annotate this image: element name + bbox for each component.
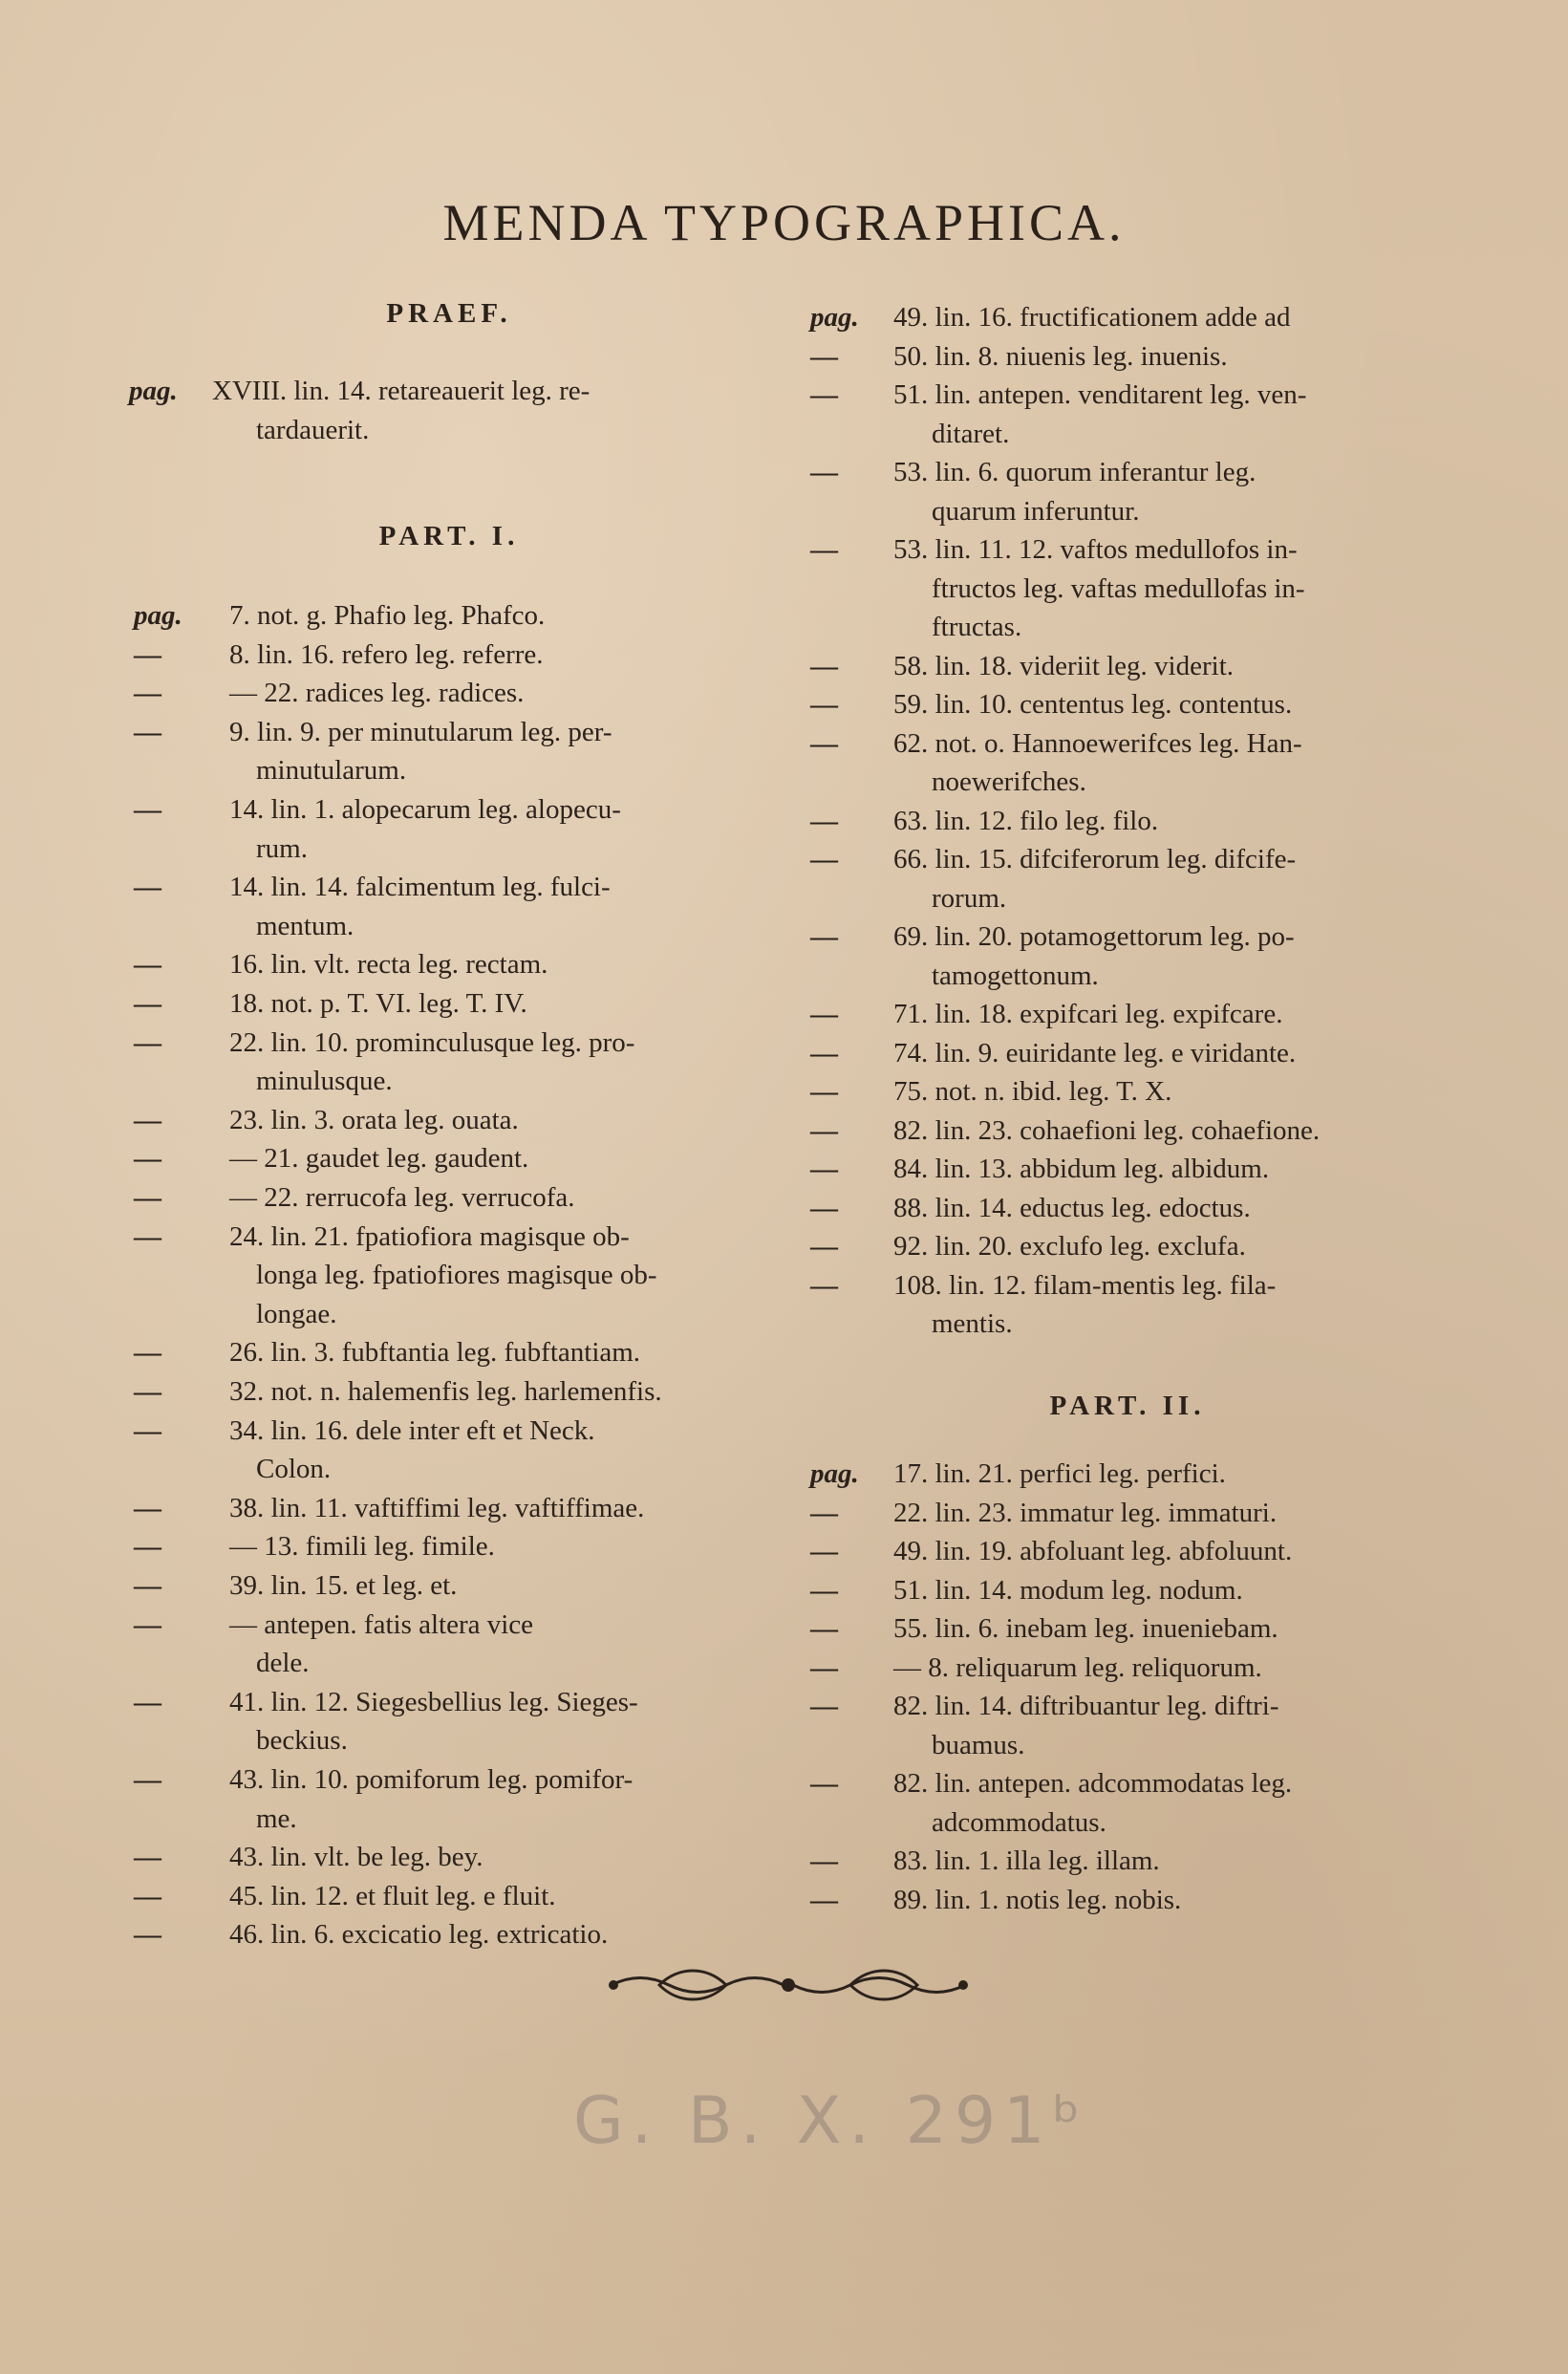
entry-lead: —: [134, 794, 161, 825]
entry-lead: —: [134, 949, 161, 981]
erratum-line: 71. lin. 18. expifcari leg. expifcare.: [893, 999, 1283, 1029]
erratum-line: rorum.: [932, 882, 1007, 914]
erratum-line: me.: [256, 1802, 297, 1834]
erratum-line: — antepen. fatis altera vice: [229, 1608, 534, 1640]
erratum-line: 7. not. g. Phafio leg. Phafco.: [229, 600, 546, 631]
erratum-line: noewerifches.: [932, 766, 1086, 797]
erratum-line: 18. not. p. T. VI. leg. T. IV.: [229, 988, 527, 1019]
erratum-line: 39. lin. 15. et leg. et.: [229, 1570, 458, 1601]
erratum-line: quarum inferuntur.: [932, 495, 1140, 527]
entry-lead: —: [134, 1608, 161, 1640]
entry-lead: —: [810, 1192, 838, 1223]
page-title: MENDA TYPOGRAPHICA.: [442, 194, 1126, 251]
erratum-line: 22. lin. 10. prominculusque leg. pro-: [229, 1026, 635, 1058]
entry-lead: —: [810, 999, 838, 1029]
section-heading-praef: PRAEF.: [386, 298, 512, 329]
entry-lead: —: [810, 1114, 838, 1146]
entry-lead: —: [810, 1231, 838, 1262]
erratum-line: 16. lin. vlt. recta leg. rectam.: [229, 949, 548, 981]
erratum-line: 14. lin. 1. alopecarum leg. alopecu-: [229, 794, 621, 825]
erratum-line: 23. lin. 3. orata leg. ouata.: [229, 1104, 519, 1135]
erratum-line: — 13. fimili leg. fimile.: [229, 1531, 495, 1563]
erratum-line: 69. lin. 20. potamogettorum leg. po-: [893, 921, 1295, 952]
erratum-line: 46. lin. 6. excicatio leg. extricatio.: [229, 1919, 609, 1951]
erratum-line: minutularum.: [256, 755, 407, 787]
erratum-line: XVIII. lin. 14. retareauerit leg. re-: [212, 376, 591, 406]
entry-lead: —: [810, 1536, 838, 1566]
erratum-line: 17. lin. 21. perfici leg. perfici.: [893, 1458, 1226, 1489]
entry-lead: —: [134, 678, 161, 709]
entry-lead: —: [810, 379, 838, 410]
entry-lead: —: [810, 1768, 838, 1799]
erratum-line: 50. lin. 8. niuenis leg. inuenis.: [893, 340, 1228, 372]
erratum-line: longa leg. fpatiofiores magisque ob-: [256, 1260, 657, 1291]
entry-lead: —: [134, 1764, 161, 1795]
erratum-line: 43. lin. 10. pomiforum leg. pomifor-: [229, 1764, 634, 1795]
entry-lead: —: [810, 1574, 838, 1606]
erratum-line: dele.: [256, 1648, 310, 1679]
entry-lead: —: [810, 1076, 838, 1107]
erratum-line: buamus.: [932, 1729, 1025, 1760]
shelfmark-stamp: G. B. X. 291ᵇ: [573, 2083, 1088, 2159]
erratum-line: ftructas.: [932, 612, 1022, 642]
erratum-line: 41. lin. 12. Siegesbellius leg. Sieges-: [229, 1686, 638, 1717]
entry-lead: —: [810, 340, 838, 372]
erratum-line: 83. lin. 1. illa leg. illam.: [893, 1845, 1160, 1876]
entry-lead: —: [134, 1842, 161, 1873]
entry-lead: —: [810, 457, 838, 487]
erratum-line: 74. lin. 9. euiridante leg. e viridante.: [893, 1037, 1297, 1068]
erratum-line: tamogettonum.: [932, 960, 1099, 991]
entry-lead: —: [134, 1880, 161, 1911]
erratum-line: — 8. reliquarum leg. reliquorum.: [893, 1651, 1262, 1683]
erratum-line: 84. lin. 13. abbidum leg. albidum.: [893, 1154, 1270, 1184]
erratum-line: 66. lin. 15. difciferorum leg. difcife-: [893, 844, 1297, 874]
erratum-line: mentum.: [256, 910, 354, 941]
entry-lead: —: [134, 716, 161, 747]
erratum-line: tardauerit.: [256, 415, 370, 445]
entry-lead: —: [134, 1492, 161, 1523]
erratum-line: 58. lin. 18. videriit leg. viderit.: [893, 650, 1235, 681]
erratum-line: 82. lin. 23. cohaefioni leg. cohaefione.: [893, 1114, 1321, 1146]
entry-lead: —: [134, 1220, 161, 1252]
entry-lead: —: [134, 1337, 161, 1369]
erratum-line: adcommodatus.: [932, 1806, 1106, 1838]
erratum-line: — 22. rerrucofa leg. verrucofa.: [229, 1182, 575, 1213]
entry-lead: —: [134, 988, 161, 1019]
erratum-line: 82. lin. 14. diftribuantur leg. diftri-: [893, 1691, 1279, 1721]
entry-lead: —: [810, 650, 838, 681]
section-heading-part2: PART. II.: [1049, 1391, 1206, 1421]
entry-lead: —: [810, 1884, 838, 1915]
erratum-line: ftructos leg. vaftas medullofas in-: [932, 572, 1305, 604]
entry-lead: —: [134, 1570, 161, 1601]
entry-lead: pag.: [810, 302, 859, 333]
erratum-line: ditaret.: [932, 418, 1010, 449]
erratum-line: 108. lin. 12. filam-mentis leg. fila-: [893, 1269, 1277, 1301]
erratum-line: 92. lin. 20. exclufo leg. exclufa.: [893, 1231, 1246, 1262]
erratum-line: — 22. radices leg. radices.: [229, 678, 525, 709]
entry-lead: —: [134, 1376, 161, 1407]
erratum-line: — 21. gaudet leg. gaudent.: [229, 1143, 529, 1175]
entry-lead: —: [810, 534, 838, 565]
entry-lead: —: [810, 1154, 838, 1184]
entry-lead: —: [810, 844, 838, 874]
entry-lead: —: [810, 727, 838, 759]
entry-lead: —: [810, 1845, 838, 1876]
erratum-line: 59. lin. 10. cententus leg. contentus.: [893, 689, 1293, 720]
entry-lead: —: [134, 1182, 161, 1213]
erratum-line: mentis.: [932, 1308, 1013, 1339]
erratum-line: 49. lin. 16. fructificationem adde ad: [893, 302, 1291, 333]
entry-lead: —: [810, 1497, 838, 1528]
erratum-line: 53. lin. 11. 12. vaftos medullofos in-: [893, 534, 1298, 565]
entry-lead: pag.: [810, 1458, 859, 1489]
erratum-line: beckius.: [256, 1725, 348, 1757]
erratum-line: 53. lin. 6. quorum inferantur leg.: [893, 457, 1257, 487]
erratum-line: 14. lin. 14. falcimentum leg. fulci-: [229, 872, 611, 903]
erratum-line: Colon.: [256, 1454, 332, 1485]
entry-lead: —: [134, 1919, 161, 1951]
erratum-line: 34. lin. 16. dele inter eft et Neck.: [229, 1414, 595, 1446]
entry-lead: pag.: [134, 600, 183, 631]
erratum-line: 62. not. o. Hannoewerifces leg. Han-: [893, 727, 1302, 759]
entry-lead: —: [134, 1531, 161, 1563]
erratum-line: longae.: [256, 1298, 337, 1329]
erratum-line: 45. lin. 12. et fluit leg. e fluit.: [229, 1880, 556, 1911]
section-heading-part1: PART. I.: [378, 521, 520, 551]
entry-lead: —: [134, 1143, 161, 1175]
erratum-line: 55. lin. 6. inebam leg. inueniebam.: [893, 1613, 1278, 1644]
erratum-line: 43. lin. vlt. be leg. bey.: [229, 1842, 483, 1873]
erratum-line: 22. lin. 23. immatur leg. immaturi.: [893, 1497, 1278, 1528]
entry-lead: —: [134, 1026, 161, 1058]
entry-lead: pag.: [129, 376, 178, 406]
entry-lead: —: [134, 1104, 161, 1135]
erratum-line: 75. not. n. ibid. leg. T. X.: [893, 1076, 1172, 1107]
erratum-line: 9. lin. 9. per minutularum leg. per-: [229, 716, 612, 747]
entry-lead: —: [810, 1651, 838, 1683]
entry-lead: —: [810, 1691, 838, 1721]
entry-lead: —: [810, 1037, 838, 1068]
erratum-line: 82. lin. antepen. adcommodatas leg.: [893, 1768, 1293, 1799]
erratum-line: 24. lin. 21. fpatiofiora magisque ob-: [229, 1220, 630, 1252]
entry-lead: —: [134, 638, 161, 670]
entry-lead: —: [810, 689, 838, 720]
erratum-line: 26. lin. 3. fubftantia leg. fubftantiam.: [229, 1337, 641, 1369]
erratum-line: 88. lin. 14. eductus leg. edoctus.: [893, 1192, 1251, 1223]
erratum-line: 38. lin. 11. vaftiffimi leg. vaftiffimae.: [229, 1492, 645, 1523]
erratum-line: 63. lin. 12. filo leg. filo.: [893, 805, 1159, 836]
erratum-line: 8. lin. 16. refero leg. referre.: [229, 638, 544, 670]
entry-lead: —: [134, 1686, 161, 1717]
erratum-line: rum.: [256, 832, 308, 864]
entry-lead: —: [134, 1414, 161, 1446]
entry-lead: —: [810, 805, 838, 836]
entry-lead: —: [134, 872, 161, 903]
entry-lead: —: [810, 921, 838, 952]
erratum-line: 51. lin. 14. modum leg. nodum.: [893, 1574, 1243, 1606]
erratum-line: 32. not. n. halemenfis leg. harlemenfis.: [229, 1376, 662, 1407]
printers-ornament: [602, 1961, 975, 2009]
entry-lead: —: [810, 1613, 838, 1644]
erratum-line: minulusque.: [256, 1066, 393, 1097]
erratum-line: 51. lin. antepen. venditarent leg. ven-: [893, 379, 1307, 410]
erratum-line: 49. lin. 19. abfoluant leg. abfoluunt.: [893, 1536, 1293, 1566]
erratum-line: 89. lin. 1. notis leg. nobis.: [893, 1884, 1182, 1915]
entry-lead: —: [810, 1269, 838, 1301]
